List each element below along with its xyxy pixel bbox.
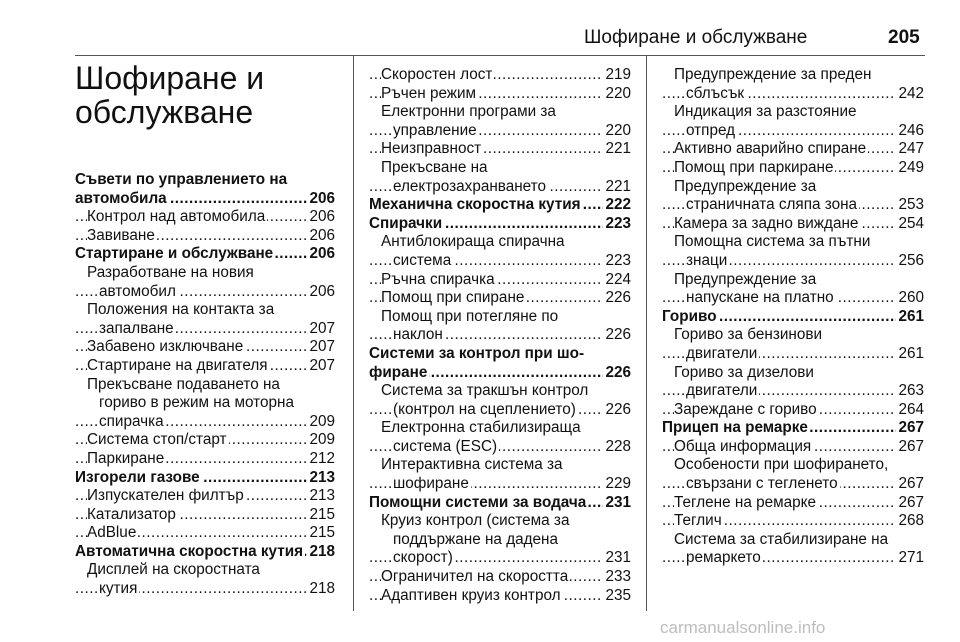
toc-entry: [662, 401, 924, 420]
toc-page-number: 218: [309, 542, 335, 560]
toc-entry-title: поддържане на дадена: [393, 530, 559, 548]
toc-entry: [369, 438, 631, 457]
toc-entry-title: Гориво за бензинови: [674, 326, 823, 344]
toc-entry-title: сблъсък: [686, 84, 745, 102]
toc-entry-title: Гориво: [662, 307, 717, 325]
toc-page-number: 218: [309, 580, 335, 598]
toc-page-number: 231: [605, 493, 631, 511]
toc-entry-title: автомобила: [75, 189, 167, 207]
toc-entry: [662, 364, 924, 383]
toc-entry-title: Ръчна спирачка: [381, 270, 495, 288]
toc-column-1: [75, 171, 335, 599]
toc-entry-title: Особености при шофирането,: [674, 456, 889, 474]
toc-entry-title: Ръчен режим: [381, 84, 477, 102]
toc-entry: [75, 376, 335, 395]
toc-entry: [662, 531, 924, 550]
toc-entry-title: Автоматична скоростна кутия: [75, 542, 304, 560]
toc-entry-title: напускане на платно: [686, 289, 834, 307]
toc-entry: [662, 438, 924, 457]
toc-entry: [662, 66, 924, 85]
toc-entry-title: Антиблокираща спирачна: [381, 233, 565, 251]
toc-entry: [662, 326, 924, 345]
toc-page-number: 221: [605, 177, 631, 195]
toc-entry-title: Паркиране: [87, 449, 165, 467]
toc-entry: [662, 122, 924, 141]
toc-column-3: [662, 66, 924, 568]
toc-entry-title: Изпускателен филтър: [87, 487, 244, 505]
toc-entry: [662, 271, 924, 290]
toc-page-number: 267: [898, 475, 924, 493]
toc-entry: [662, 549, 924, 568]
toc-page-number: 228: [605, 437, 631, 455]
toc-page-number: 242: [898, 84, 924, 102]
toc-entry-title: Съвети по управлението на: [75, 171, 288, 188]
toc-entry-title: Катализатор: [87, 505, 176, 523]
toc-entry-title: Помощна система за пътни: [674, 233, 871, 251]
toc-entry-title: Прекъсване на: [381, 158, 488, 176]
toc-entry: [662, 252, 924, 271]
toc-entry: [662, 512, 924, 531]
toc-entry-title: Круиз контрол (система за: [381, 512, 570, 530]
toc-section-entry: [75, 245, 335, 264]
toc-page-number: 206: [309, 245, 335, 263]
toc-entry: [75, 301, 335, 320]
toc-entry: [369, 456, 631, 475]
header-rule: [75, 55, 925, 56]
toc-page-number: 249: [898, 158, 924, 176]
toc-entry: [369, 122, 631, 141]
toc-section-entry: [369, 364, 631, 383]
toc-entry: [369, 103, 631, 122]
toc-entry: [75, 338, 335, 357]
toc-entry: [662, 196, 924, 215]
toc-entry: [662, 456, 924, 475]
toc-page-number: 207: [309, 356, 335, 374]
toc-entry-title: Адаптивен круиз контрол: [381, 586, 561, 604]
toc-page-number: 256: [898, 251, 924, 269]
toc-entry-title: Спирачки: [369, 214, 443, 232]
toc-entry-title: Изгорели газове: [75, 468, 200, 486]
toc-entry-title: Стартиране на двигателя: [87, 356, 268, 374]
toc-page-number: 229: [605, 475, 631, 493]
toc-entry: [75, 227, 335, 246]
toc-entry: [75, 357, 335, 376]
toc-entry: [369, 419, 631, 438]
toc-entry-title: Завиване: [87, 226, 155, 244]
toc-entry-title: ремаркето: [686, 549, 761, 567]
toc-entry-title: Дисплей на скоростната: [87, 561, 260, 579]
toc-entry-title: кутия: [99, 580, 138, 598]
toc-page-number: 253: [898, 196, 924, 214]
toc-page-number: 206: [309, 189, 335, 207]
toc-entry-title: двигатели: [686, 344, 758, 362]
toc-entry: [369, 308, 631, 327]
toc-entry-title: Активно аварийно спиране: [674, 140, 867, 158]
toc-entry-title: Зареждане с гориво: [674, 400, 817, 418]
toc-entry-title: Обща информация: [674, 437, 812, 455]
toc-entry-title: електрозахранването: [393, 177, 547, 195]
toc-entry: [662, 233, 924, 252]
toc-entry: [662, 345, 924, 364]
toc-entry-title: Положения на контакта за: [87, 301, 275, 319]
toc-page-number: 267: [898, 419, 924, 437]
toc-section-entry: [662, 308, 924, 327]
toc-page-number: 224: [605, 270, 631, 288]
toc-page-number: 246: [898, 121, 924, 139]
toc-page-number: 261: [898, 307, 924, 325]
toc-entry-title: Теглич: [674, 512, 722, 530]
toc-page-number: 261: [898, 344, 924, 362]
toc-entry: [369, 178, 631, 197]
toc-entry: [369, 587, 631, 606]
toc-entry: [369, 568, 631, 587]
toc-page-number: 267: [898, 493, 924, 511]
toc-page-number: 220: [605, 84, 631, 102]
toc-page-number: 254: [898, 214, 924, 232]
toc-page-number: 247: [898, 140, 924, 158]
toc-entry-title: Прицеп на ремарке: [662, 419, 808, 437]
toc-entry: [75, 561, 335, 580]
toc-entry-title: AdBlue: [87, 524, 137, 542]
toc-entry-title: Интерактивна система за: [381, 456, 563, 474]
toc-entry: [662, 178, 924, 197]
toc-page-number: 263: [898, 382, 924, 400]
toc-entry-title: двигатели: [686, 382, 758, 400]
toc-entry: [75, 208, 335, 227]
toc-entry-title: Забавено изключване: [87, 338, 244, 356]
toc-entry-title: Помощ при потегляне по: [381, 307, 559, 325]
toc-entry-title: Ограничител на скоростта: [381, 568, 569, 586]
toc-entry-title: Предупреждение за преден: [674, 66, 872, 83]
toc-entry: [75, 264, 335, 283]
toc-entry: [75, 524, 335, 543]
toc-page-number: 213: [309, 487, 335, 505]
toc-entry-title: Предупреждение за: [674, 270, 817, 288]
toc-page-number: 231: [605, 549, 631, 567]
toc-page-number: 223: [605, 251, 631, 269]
toc-entry: [369, 289, 631, 308]
toc-entry-title: Стартиране и обслужване: [75, 245, 274, 263]
toc-entry-title: Механична скоростна кутия: [369, 196, 581, 214]
page-header: [0, 0, 960, 52]
toc-entry: [369, 271, 631, 290]
toc-entry-title: Помощни системи за водача: [369, 493, 587, 511]
toc-entry-title: Скоростен лост: [381, 66, 493, 83]
toc-page-number: 220: [605, 121, 631, 139]
toc-entry: [662, 382, 924, 401]
toc-entry-title: знаци: [686, 251, 728, 269]
toc-entry-title: фиране: [369, 363, 428, 381]
toc-entry: [369, 531, 631, 550]
toc-page-number: 206: [309, 226, 335, 244]
toc-entry-title: (контрол на сцеплението): [393, 400, 576, 418]
toc-entry-title: страничната сляпа зона: [686, 196, 858, 214]
toc-section-entry: [75, 543, 335, 562]
toc-section-entry: [662, 419, 924, 438]
toc-entry-title: Индикация за разстояние: [674, 103, 857, 121]
toc-entry: [662, 215, 924, 234]
toc-entry-title: Система стоп/старт: [87, 431, 227, 449]
toc-entry: [75, 283, 335, 302]
toc-section-entry: [369, 494, 631, 513]
toc-entry: [369, 140, 631, 159]
toc-entry-title: Помощ при спиране: [381, 289, 525, 307]
toc-entry: [369, 252, 631, 271]
toc-page-number: 206: [309, 208, 335, 226]
toc-page-number: 223: [605, 214, 631, 232]
toc-section-entry: [75, 469, 335, 488]
toc-entry: [369, 233, 631, 252]
toc-entry-title: Теглене на ремарке: [674, 493, 816, 511]
toc-entry-title: Електронни програми за: [381, 103, 556, 121]
column-divider: [353, 56, 354, 611]
toc-page-number: 226: [605, 289, 631, 307]
toc-page-number: 222: [605, 196, 631, 214]
toc-entry: [75, 431, 335, 450]
toc-entry-title: Предупреждение за: [674, 177, 817, 195]
toc-entry: [369, 401, 631, 420]
toc-entry: [75, 487, 335, 506]
toc-entry: [75, 450, 335, 469]
toc-page-number: 268: [898, 512, 924, 530]
toc-page-number: 206: [309, 282, 335, 300]
toc-page-number: 209: [309, 412, 335, 430]
toc-entry-title: гориво в режим на моторна: [99, 394, 294, 412]
watermark: carmanualsonline.info: [660, 618, 826, 637]
toc-entry: [369, 382, 631, 401]
toc-page-number: 215: [309, 524, 335, 542]
toc-entry: [369, 85, 631, 104]
toc-entry-title: Гориво за дизелови: [674, 363, 814, 381]
toc-entry-title: отпред: [686, 121, 736, 139]
toc-entry-title: система: [393, 251, 452, 269]
toc-page-number: 260: [898, 289, 924, 307]
toc-page-number: 267: [898, 437, 924, 455]
toc-entry-title: Системи за контрол при шо-: [369, 344, 585, 362]
toc-entry-title: управление: [393, 121, 477, 139]
toc-entry-title: Неизправност: [381, 140, 482, 158]
toc-page-number: 207: [309, 338, 335, 356]
toc-entry-title: шофиране: [393, 475, 469, 493]
toc-entry-title: Прекъсване подаването на: [87, 375, 280, 393]
toc-page-number: 209: [309, 431, 335, 449]
toc-entry: [662, 289, 924, 308]
toc-page-number: 226: [605, 326, 631, 344]
toc-entry: [369, 549, 631, 568]
toc-entry: [662, 159, 924, 178]
toc-entry-title: система (ESC): [393, 437, 498, 455]
toc-entry: [662, 85, 924, 104]
toc-page-number: 233: [605, 568, 631, 586]
toc-page-number: 221: [605, 140, 631, 158]
toc-page-number: 207: [309, 319, 335, 337]
toc-entry: [75, 506, 335, 525]
toc-entry: [75, 320, 335, 339]
chapter-title: Шофиране и обслужване: [75, 60, 265, 130]
toc-entry: [369, 512, 631, 531]
toc-entry-title: наклон: [393, 326, 443, 344]
toc-entry-title: Помощ при паркиране: [674, 158, 834, 176]
toc-page-number: 226: [605, 363, 631, 381]
toc-page-number: 226: [605, 400, 631, 418]
toc-entry-title: спирачка: [99, 412, 164, 430]
toc-section-entry: [75, 190, 335, 209]
toc-entry: [75, 394, 335, 413]
toc-entry: [662, 475, 924, 494]
toc-entry: [369, 66, 631, 85]
toc-entry-title: Система за стабилизиране на: [674, 530, 889, 548]
toc-entry: [369, 326, 631, 345]
toc-entry: [369, 159, 631, 178]
header-page-number: 205: [888, 27, 920, 48]
toc-page-number: 264: [898, 400, 924, 418]
toc-entry-title: Контрол над автомобила: [87, 208, 266, 226]
toc-entry: [662, 140, 924, 159]
toc-entry: [662, 494, 924, 513]
toc-entry-title: автомобил: [99, 282, 176, 300]
toc-section-entry: [369, 215, 631, 234]
toc-page-number: 271: [898, 549, 924, 567]
toc-entry-title: Камера за задно виждане: [674, 214, 859, 232]
toc-page-number: 215: [309, 505, 335, 523]
toc-entry-title: Система за тракшън контрол: [381, 382, 589, 400]
toc-entry-title: запалване: [99, 319, 174, 337]
toc-entry: [75, 580, 335, 599]
toc-entry-title: Електронна стабилизираща: [381, 419, 581, 437]
toc-page-number: 212: [309, 449, 335, 467]
toc-entry: [662, 103, 924, 122]
toc-section-entry: [369, 196, 631, 215]
toc-entry-title: скорост): [393, 549, 453, 567]
toc-page-number: 219: [605, 66, 631, 83]
toc-entry-title: Разработване на новия: [87, 263, 254, 281]
toc-page-number: 235: [605, 586, 631, 604]
toc-entry: [369, 475, 631, 494]
toc-entry: [75, 413, 335, 432]
column-divider: [646, 56, 647, 611]
toc-page-number: 213: [309, 468, 335, 486]
header-title: Шофиране и обслужване: [584, 27, 808, 48]
toc-section-entry: [369, 345, 631, 364]
toc-column-2: [369, 66, 631, 605]
toc-section-entry: [75, 171, 335, 190]
toc-entry-title: свързани с тегленето: [686, 475, 838, 493]
